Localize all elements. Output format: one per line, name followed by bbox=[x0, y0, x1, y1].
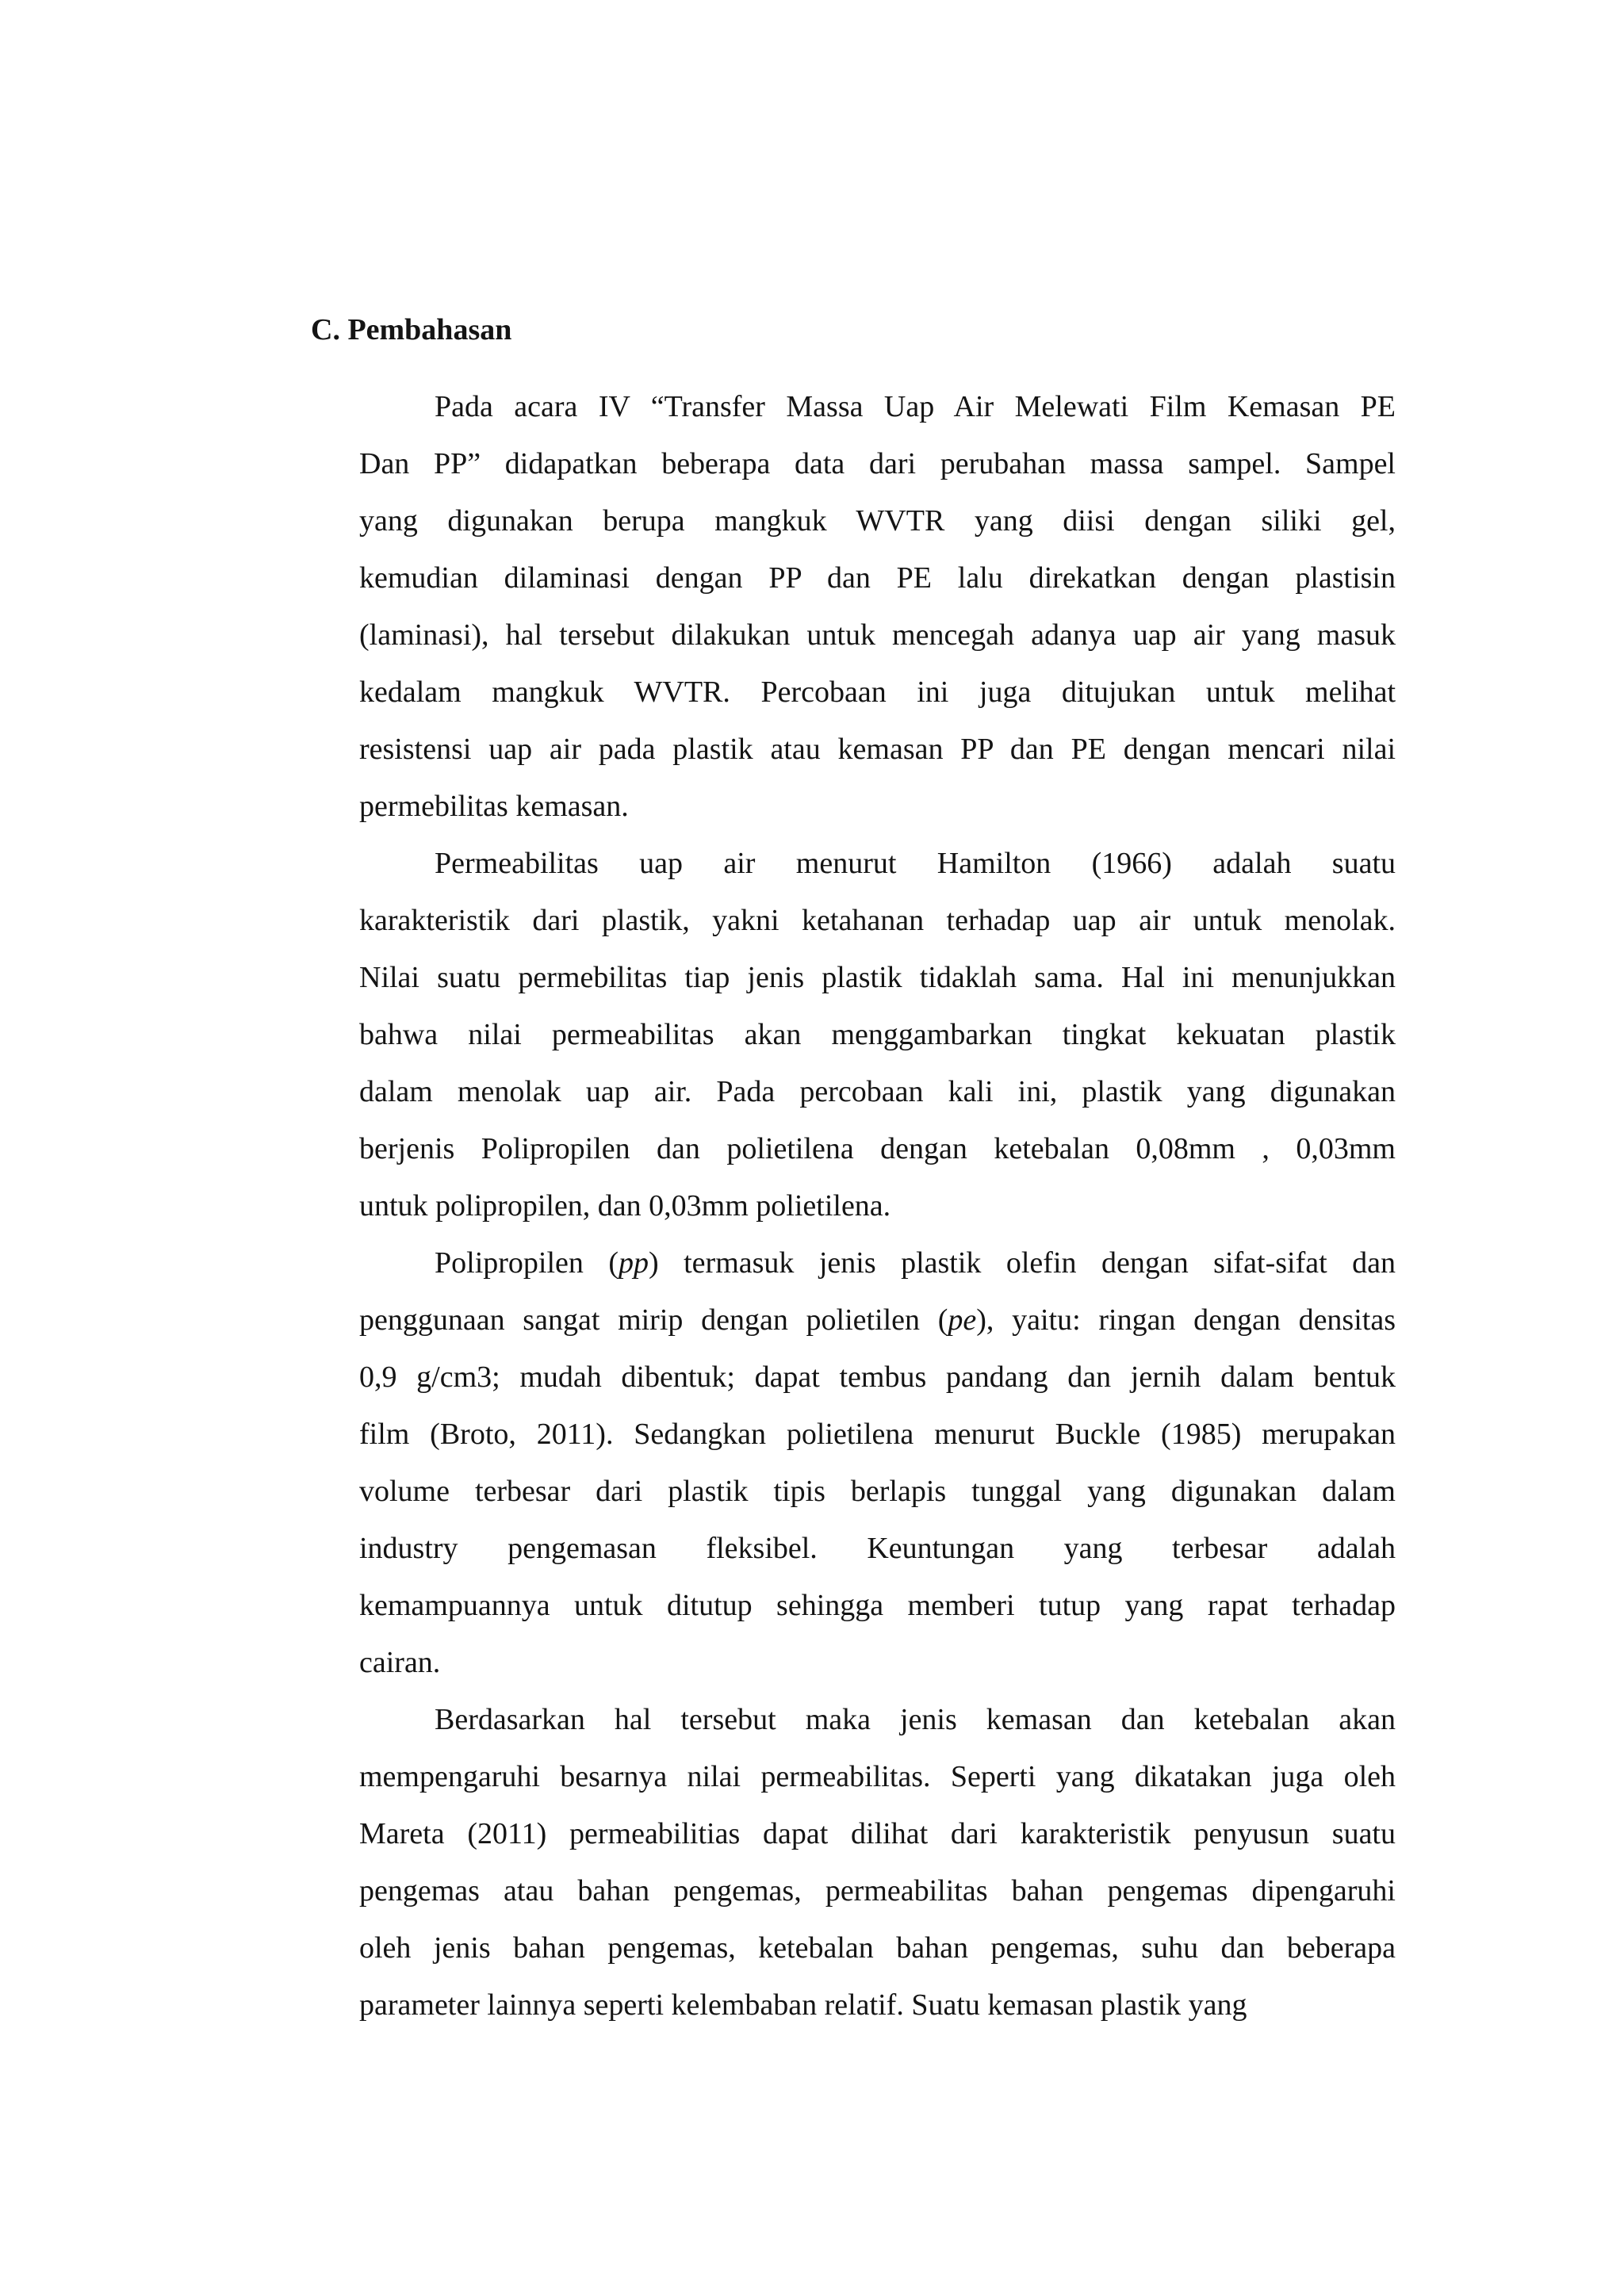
text-line bbox=[359, 435, 1396, 492]
section-heading: C. Pembahasan bbox=[311, 313, 512, 346]
text-segment: mempengaruhi besarnya nilai permeabilitas. Seperti yang dikatakan juga oleh bbox=[359, 1760, 1396, 1793]
body-text bbox=[359, 378, 1396, 2034]
text-segment: resistensi uap air pada plastik atau kemasan PP dan PE dengan mencari nilai bbox=[359, 733, 1396, 766]
text-segment: kemudian dilaminasi dengan PP dan PE lalu direkatkan dengan plastisin bbox=[359, 561, 1396, 595]
text-line bbox=[359, 492, 1396, 549]
text-segment: penggunaan sangat mirip dengan polietilen ( bbox=[359, 1303, 948, 1337]
text-segment: kemampuannya untuk ditutup sehingga memberi tutup yang rapat terhadap bbox=[359, 1589, 1396, 1622]
text-segment: cairan. bbox=[359, 1646, 441, 1679]
text-line bbox=[359, 1577, 1396, 1634]
text-segment: ), yaitu: ringan dengan densitas bbox=[976, 1303, 1396, 1337]
text-segment: kedalam mangkuk WVTR. Percobaan ini juga ditujukan untuk melihat bbox=[359, 675, 1396, 709]
text-segment: pengemas atau bahan pengemas, permeabilitas bahan pengemas dipengaruhi bbox=[359, 1874, 1396, 1908]
text-line bbox=[359, 1006, 1396, 1063]
text-segment: yang digunakan berupa mangkuk WVTR yang diisi dengan siliki gel, bbox=[359, 504, 1396, 538]
text-line bbox=[359, 1463, 1396, 1520]
paragraph bbox=[359, 835, 1396, 1234]
text-line bbox=[359, 1234, 1396, 1292]
text-line bbox=[359, 1349, 1396, 1406]
text-line bbox=[359, 1748, 1396, 1805]
text-line bbox=[359, 778, 1396, 835]
text-segment: Dan PP” didapatkan beberapa data dari perubahan massa sampel. Sampel bbox=[359, 447, 1396, 480]
text-segment: ) termasuk jenis plastik olefin dengan sifat-sifat dan bbox=[649, 1246, 1396, 1280]
text-segment: berjenis Polipropilen dan polietilena dengan ketebalan 0,08mm , 0,03mm bbox=[359, 1132, 1396, 1165]
text-segment: oleh jenis bahan pengemas, ketebalan bahan pengemas, suhu dan beberapa bbox=[359, 1931, 1396, 1965]
text-segment: industry pengemasan fleksibel. Keuntungan yang terbesar adalah bbox=[359, 1532, 1396, 1565]
text-line bbox=[359, 835, 1396, 892]
text-segment: Nilai suatu permebilitas tiap jenis plastik tidaklah sama. Hal ini menunjukkan bbox=[359, 961, 1396, 994]
text-line bbox=[359, 1634, 1396, 1691]
text-line bbox=[359, 1976, 1396, 2034]
text-segment: Mareta (2011) permeabilitias dapat dilihat dari karakteristik penyusun suatu bbox=[359, 1817, 1396, 1850]
text-line bbox=[359, 721, 1396, 778]
text-line bbox=[359, 1406, 1396, 1463]
paragraph bbox=[359, 378, 1396, 835]
text-segment: dalam menolak uap air. Pada percobaan kali ini, plastik yang digunakan bbox=[359, 1075, 1396, 1108]
text-line bbox=[359, 892, 1396, 949]
text-line bbox=[359, 1120, 1396, 1177]
text-line bbox=[359, 1919, 1396, 1976]
text-segment: Berdasarkan hal tersebut maka jenis kemasan dan ketebalan akan bbox=[435, 1703, 1396, 1736]
text-line bbox=[359, 1520, 1396, 1577]
italic-term: pe bbox=[948, 1303, 977, 1337]
text-line bbox=[359, 378, 1396, 435]
text-line bbox=[359, 1805, 1396, 1862]
text-line bbox=[359, 549, 1396, 607]
text-segment: Pada acara IV “Transfer Massa Uap Air Melewati Film Kemasan PE bbox=[435, 390, 1396, 423]
text-segment: parameter lainnya seperti kelembaban relatif. Suatu kemasan plastik yang bbox=[359, 1988, 1247, 2022]
text-segment: Permeabilitas uap air menurut Hamilton (1966) adalah suatu bbox=[435, 847, 1396, 880]
paragraph bbox=[359, 1234, 1396, 1691]
text-segment: film (Broto, 2011). Sedangkan polietilena menurut Buckle (1985) merupakan bbox=[359, 1418, 1396, 1451]
text-line bbox=[359, 1292, 1396, 1349]
text-line bbox=[359, 664, 1396, 721]
text-segment: (laminasi), hal tersebut dilakukan untuk mencegah adanya uap air yang masuk bbox=[359, 618, 1396, 652]
text-line bbox=[359, 607, 1396, 664]
text-line bbox=[359, 1862, 1396, 1919]
italic-term: pp bbox=[619, 1246, 649, 1280]
text-line bbox=[359, 949, 1396, 1006]
text-segment: untuk polipropilen, dan 0,03mm polietilena. bbox=[359, 1189, 891, 1223]
text-segment: 0,9 g/cm3; mudah dibentuk; dapat tembus pandang dan jernih dalam bentuk bbox=[359, 1360, 1396, 1394]
paragraph bbox=[359, 1691, 1396, 2034]
text-line bbox=[359, 1177, 1396, 1234]
text-line bbox=[359, 1063, 1396, 1120]
text-segment: Polipropilen ( bbox=[435, 1246, 619, 1280]
text-segment: bahwa nilai permeabilitas akan menggambarkan tingkat kekuatan plastik bbox=[359, 1018, 1396, 1051]
text-segment: volume terbesar dari plastik tipis berlapis tunggal yang digunakan dalam bbox=[359, 1475, 1396, 1508]
text-segment: karakteristik dari plastik, yakni ketahanan terhadap uap air untuk menolak. bbox=[359, 904, 1396, 937]
text-line bbox=[359, 1691, 1396, 1748]
text-segment: permebilitas kemasan. bbox=[359, 790, 629, 823]
